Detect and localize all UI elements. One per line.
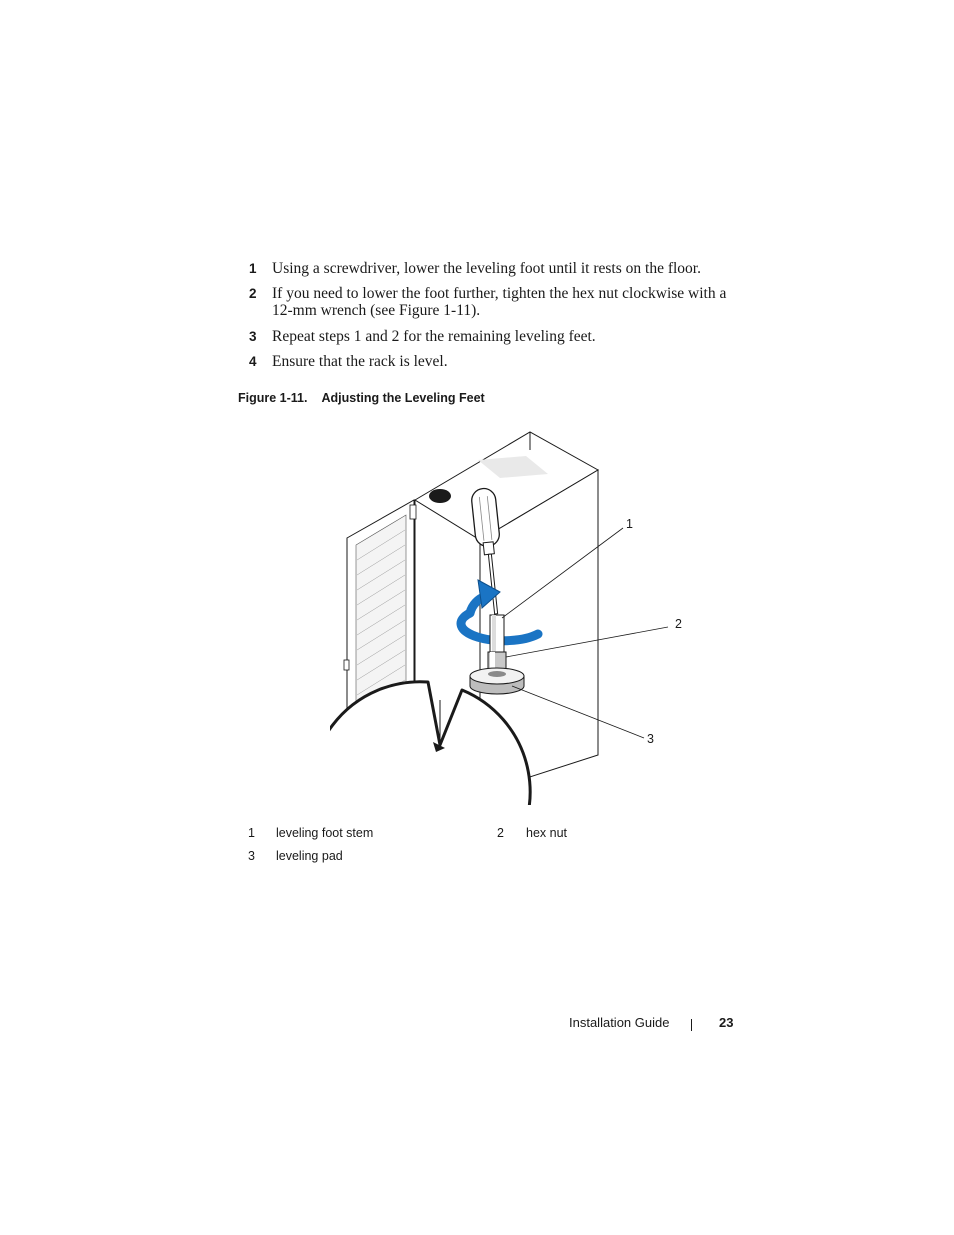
footer-separator	[691, 1019, 692, 1031]
step-text: If you need to lower the foot further, tighten the hex nut clockwise with a 12-mm wrench (see Figure 1-11).	[272, 285, 727, 319]
legend-label-3: leveling pad	[276, 849, 343, 863]
step-3	[249, 328, 729, 345]
rack-top-hole	[429, 489, 451, 503]
leveling-feet-illustration	[330, 425, 670, 805]
step-number: 2	[249, 286, 257, 301]
step-number: 3	[249, 329, 257, 344]
step-text: Repeat steps 1 and 2 for the remaining leveling feet.	[272, 328, 596, 345]
page-number: 23	[719, 1015, 734, 1030]
figure-caption	[238, 391, 485, 405]
footer-doc-title: Installation Guide	[569, 1015, 670, 1030]
callout-1: 1	[626, 517, 633, 531]
step-number: 1	[249, 261, 257, 276]
leveling-pad	[470, 668, 524, 694]
step-4	[249, 353, 729, 370]
step-number: 4	[249, 354, 257, 369]
legend-label-1: leveling foot stem	[276, 826, 374, 840]
legend-num-2: 2	[497, 826, 504, 840]
step-1	[249, 260, 729, 277]
step-text: Using a screwdriver, lower the leveling foot until it rests on the floor.	[272, 260, 701, 277]
leveling-foot-stem	[490, 615, 504, 657]
callout-3: 3	[647, 732, 654, 746]
callout-2: 2	[675, 617, 682, 631]
figure-title: Adjusting the Leveling Feet	[321, 391, 485, 405]
legend-num-1: 1	[248, 826, 255, 840]
hex-nut	[488, 652, 506, 670]
figure-label: Figure 1-11.	[238, 391, 308, 405]
legend-label-2: hex nut	[526, 826, 568, 840]
step-text: Ensure that the rack is level.	[272, 353, 448, 370]
legend-num-3: 3	[248, 849, 255, 863]
step-2	[249, 285, 729, 319]
